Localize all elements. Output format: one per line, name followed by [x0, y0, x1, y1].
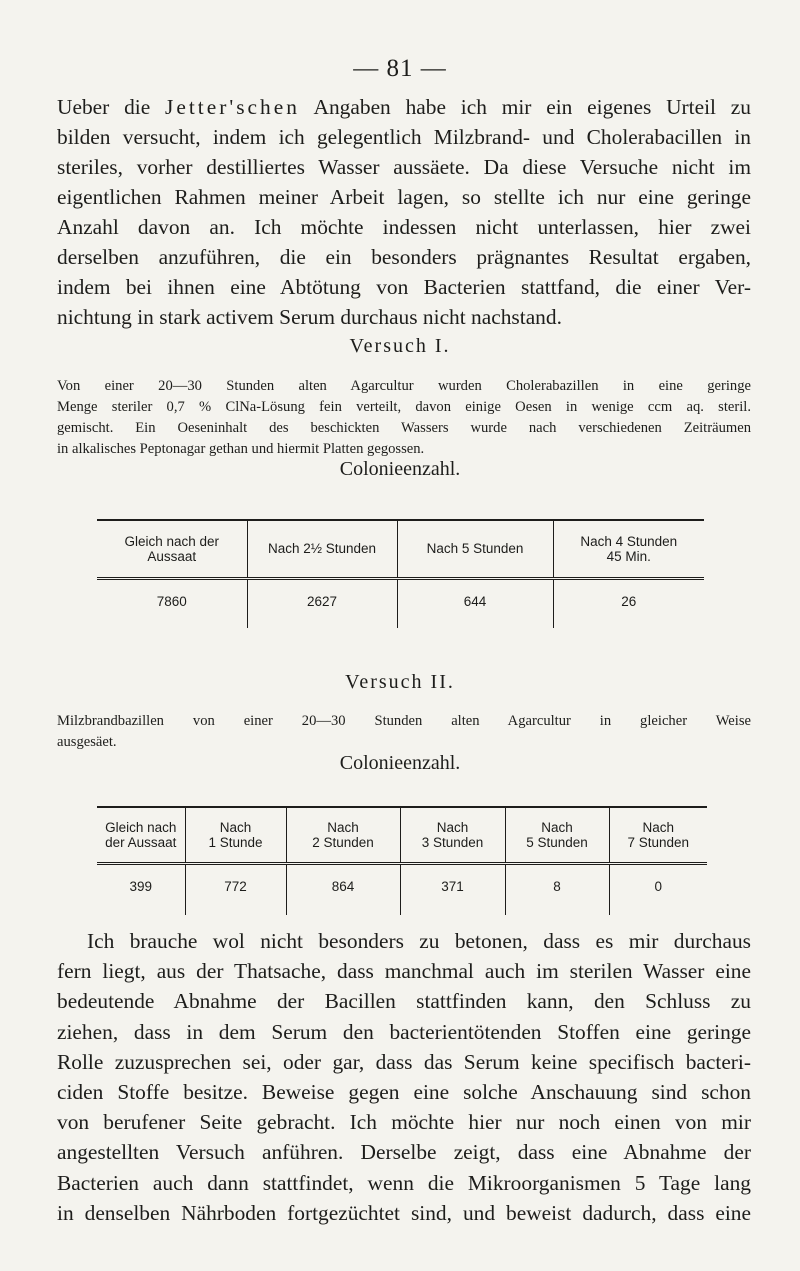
description-line: in alkalisches Peptonagar gethan und hiermit Platten gegossen.	[57, 441, 425, 457]
versuch-2-description	[57, 711, 751, 753]
conclusion-line: ziehen, dass in dem Serum den bacterientötenden Stoffen eine geringe	[57, 1019, 751, 1044]
versuch-1-table	[97, 519, 704, 628]
author-name: Jetter'schen	[165, 95, 300, 119]
intro-paragraph	[57, 92, 751, 332]
table-cell: 8	[505, 863, 609, 915]
description-line: Menge steriler 0,7 % ClNa-Lösung fein verteilt, davon einige Oesen in wenige ccm aq. steril.	[57, 399, 751, 415]
conclusion-line: angestellten Versuch anführen. Derselbe zeigt, dass eine Abnahme der	[57, 1140, 751, 1165]
table-cell: 26	[553, 578, 704, 628]
conclusion-line: bedeutende Abnahme der Bacillen stattfinden kann, den Schluss zu	[57, 989, 751, 1014]
versuch-1-description	[57, 376, 751, 460]
table-cell: 399	[129, 878, 153, 894]
column-header: Nach 5 Stunden	[505, 807, 609, 863]
column-header: Nach 3 Stunden	[400, 807, 505, 863]
conclusion-line: ciden Stoffe besitze. Beweise gegen eine solche Anschauung sind schon	[57, 1080, 751, 1105]
conclusion-line: Bacterien auch dann stattfindet, wenn die Mikroorganismen 5 Tage lang	[57, 1170, 751, 1195]
table-header-row	[97, 807, 707, 863]
versuch-2-table-title: Colonieenzahl.	[339, 752, 461, 774]
page-number: — 81 —	[353, 55, 447, 82]
intro-line: nichtung in stark activem Serum durchaus nicht nachstand.	[57, 305, 562, 329]
conclusion-line: fern liegt, aus der Thatsache, dass manchmal auch im sterilen Wasser eine	[57, 959, 751, 984]
intro-line: derselben anzuführen, die ein besonders prägnantes Resultat ergaben,	[57, 245, 751, 269]
conclusion-line: von berufener Seite gebracht. Ich möchte hier nur noch einen von mir	[57, 1110, 751, 1135]
description-line: ausgesäet.	[57, 734, 117, 750]
column-header: Nach 4 Stunden 45 Min.	[553, 520, 704, 578]
column-header: Nach 5 Stunden	[397, 520, 553, 578]
conclusion-line: Rolle zuzusprechen sei, oder gar, dass das Serum keine specifisch bacteri-	[57, 1049, 751, 1074]
intro-line: eigentlichen Rahmen meiner Arbeit lagen, so stellte ich nur eine geringe	[57, 185, 751, 209]
conclusion-line: Ich brauche wol nicht besonders zu betonen, dass es mir durchaus	[87, 929, 751, 953]
intro-line: Ueber die Jetter'schen Angaben habe ich mir ein eigenes Urteil zu	[57, 95, 751, 119]
intro-line: indem bei ihnen eine Abtötung von Bacterien stattfand, die einer Ver-	[57, 275, 751, 299]
description-line: Milzbrandbazillen von einer 20—30 Stunden alten Agarcultur in gleicher Weise	[57, 713, 751, 729]
intro-line: Anzahl davon an. Ich möchte indessen nicht unterlassen, hier zwei	[57, 215, 751, 239]
column-header: Nach 1 Stunde	[185, 807, 286, 863]
intro-line: steriles, vorher destilliertes Wasser aussäete. Da diese Versuche nicht im	[57, 155, 751, 179]
description-line: Von einer 20—30 Stunden alten Agarcultur wurden Cholerabazillen in eine geringe	[57, 378, 751, 394]
table-cell: 864	[286, 863, 400, 915]
intro-line: bilden versucht, indem ich gelegentlich Milzbrand- und Cholerabacillen in	[57, 125, 751, 149]
versuch-2-table	[97, 806, 707, 915]
table-cell: 772	[185, 863, 286, 915]
table-cell: 7860	[156, 593, 187, 609]
column-header: Nach 2½ Stunden	[247, 520, 397, 578]
versuch-2-heading: Versuch II.	[345, 671, 455, 693]
conclusion-line: in denselben Nährboden fortgezüchtet sind, und beweist dadurch, dass eine	[57, 1200, 751, 1225]
table-cell: 644	[397, 578, 553, 628]
table-cell: 0	[609, 863, 707, 915]
column-header: Gleich nach der Aussaat	[97, 807, 185, 863]
column-header: Nach 2 Stunden	[286, 807, 400, 863]
column-header: Nach 7 Stunden	[609, 807, 707, 863]
table-cell: 371	[400, 863, 505, 915]
description-line: gemischt. Ein Oeseninhalt des beschickten Wassers wurde nach verschiedenen Zeiträumen	[57, 420, 751, 436]
versuch-1-table-title: Colonieenzahl.	[339, 458, 461, 480]
table-cell: 2627	[247, 578, 397, 628]
table-row	[97, 863, 707, 915]
table-row	[97, 578, 704, 628]
conclusion-paragraph	[57, 926, 751, 1228]
column-header: Gleich nach der Aussaat	[97, 520, 247, 578]
versuch-1-heading: Versuch I.	[349, 335, 451, 357]
table-header-row	[97, 520, 704, 578]
